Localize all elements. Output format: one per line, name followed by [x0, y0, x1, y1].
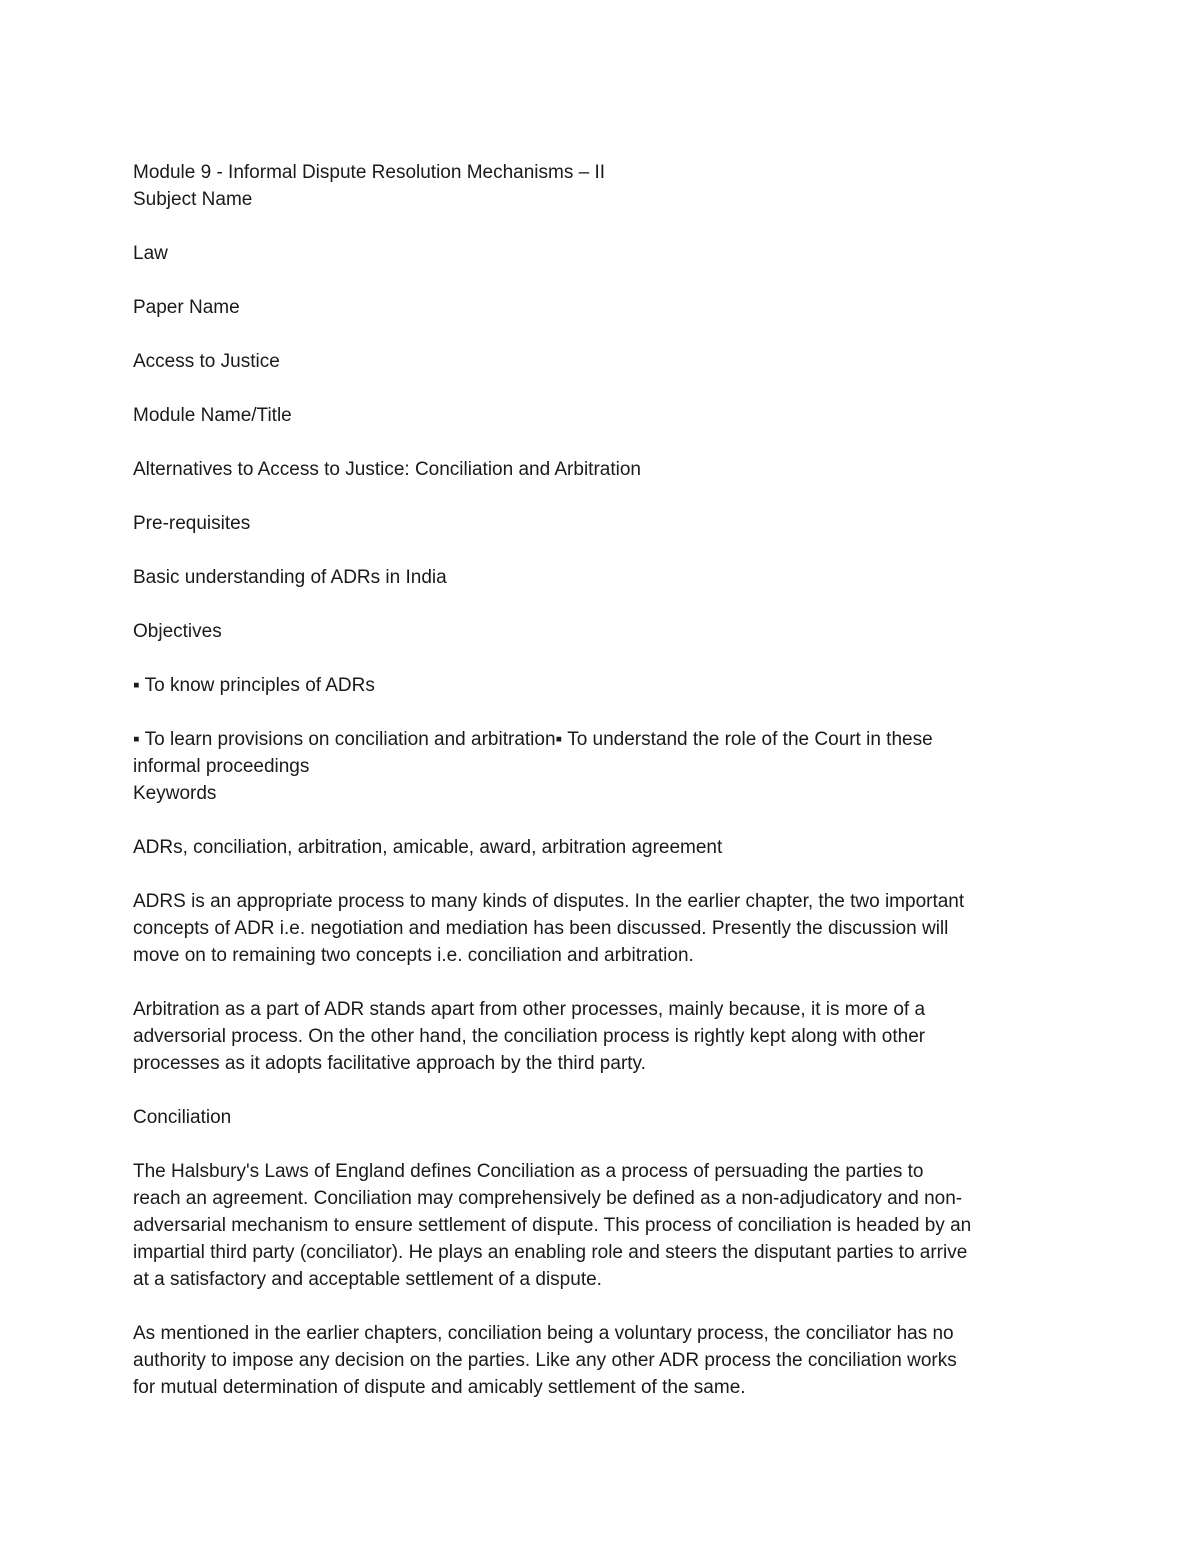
objective-item: ▪ To learn provisions on conciliation and arbitration▪ To understand the role of the Court in these informal proceedings — [133, 729, 933, 777]
paper-value: Access to Justice — [133, 351, 280, 372]
document-title: Module 9 - Informal Dispute Resolution Mechanisms – II — [133, 162, 606, 183]
document-page — [133, 159, 973, 1401]
paragraph: Arbitration as a part of ADR stands apart from other processes, mainly because, it is more of a adversorial process. On the other hand, the conciliation process is rightly kept along with other processes as it adopts facilitative approach by the third party. — [133, 999, 926, 1074]
module-label: Module Name/Title — [133, 405, 292, 426]
keywords-value: ADRs, conciliation, arbitration, amicable, award, arbitration agreement — [133, 837, 723, 858]
prereq-label: Pre-requisites — [133, 513, 251, 534]
objectives-label: Objectives — [133, 621, 222, 642]
subject-value: Law — [133, 243, 168, 264]
prereq-value: Basic understanding of ADRs in India — [133, 567, 447, 588]
paper-label: Paper Name — [133, 297, 240, 318]
paragraph: The Halsbury's Laws of England defines Conciliation as a process of persuading the parties to reach an agreement. Conciliation may comprehensively be defined as a non-adjudicatory and non-adversarial mechanism to ensure settlement of dispute. This process of conciliation is headed by an impartial third party (conciliator). He plays an enabling role and steers the disputant parties to arrive at a satisfactory and acceptable settlement of a dispute. — [133, 1161, 972, 1290]
subject-label: Subject Name — [133, 189, 253, 210]
objective-item: ▪ To know principles of ADRs — [133, 675, 375, 696]
paragraph: ADRS is an appropriate process to many kinds of disputes. In the earlier chapter, the two important concepts of ADR i.e. negotiation and mediation has been discussed. Presently the discussion will move on to remaining two concepts i.e. conciliation and arbitration. — [133, 891, 965, 966]
section-heading: Conciliation — [133, 1107, 232, 1128]
paragraph: As mentioned in the earlier chapters, conciliation being a voluntary process, the conciliator has no authority to impose any decision on the parties. Like any other ADR process the conciliation works for mutual determination of dispute and amicably settlement of the same. — [133, 1323, 957, 1398]
keywords-label: Keywords — [133, 783, 217, 804]
module-value: Alternatives to Access to Justice: Conciliation and Arbitration — [133, 459, 641, 480]
